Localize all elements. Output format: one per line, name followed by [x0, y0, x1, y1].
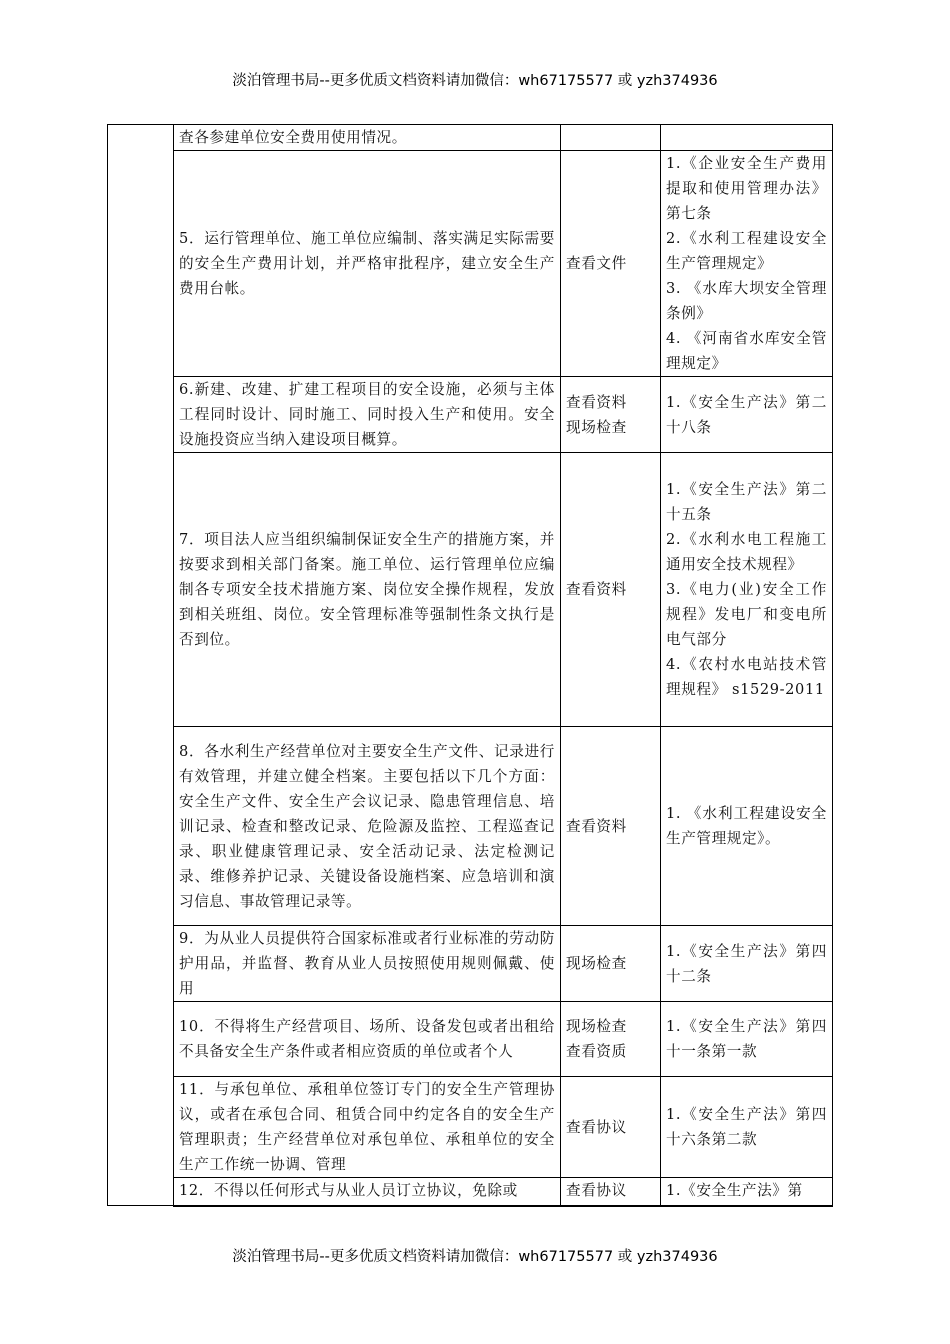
method-text: 现场检查	[566, 418, 627, 436]
category-cell	[108, 125, 174, 1206]
basis-text: 1.《安全生产法》第四十六条第二款	[666, 1106, 827, 1148]
content-cell: 5．运行管理单位、施工单位应编制、落实满足实际需要的安全生产费用计划，并严格审批程序，建立安全生产费用台帐。	[174, 151, 561, 377]
method-cell	[561, 453, 661, 727]
basis-text: 4.《农村水电站技术管理规程》 s1529-2011	[666, 656, 827, 698]
basis-cell	[661, 377, 833, 453]
table-row	[108, 125, 833, 151]
basis-text: 1.《安全生产法》第四十一条第一款	[666, 1018, 827, 1060]
basis-text: 2.《水利水电工程施工通用安全技术规程》	[666, 531, 827, 573]
table-row	[108, 727, 833, 926]
basis-text: 1.《安全生产法》第	[666, 1182, 803, 1199]
content-cell: 查各参建单位安全费用使用情况。	[174, 125, 561, 151]
content-cell: 6.新建、改建、扩建工程项目的安全设施，必须与主体工程同时设计、同时施工、同时投入生产和使用。安全设施投资应当纳入建设项目概算。	[174, 377, 561, 453]
method-text: 查看文件	[566, 255, 627, 272]
method-cell	[561, 377, 661, 453]
basis-text: 1.《安全生产法》第四十二条	[666, 942, 827, 985]
method-text: 查看资质	[566, 1043, 627, 1060]
basis-cell	[661, 1077, 833, 1178]
basis-text: 1.《企业安全生产费用提取和使用管理办法》第七条	[666, 155, 827, 222]
page-footer: 淡泊管理书局--更多优质文档资料请加微信：wh67175577 或 yzh374936	[232, 1249, 718, 1265]
method-cell	[561, 1077, 661, 1178]
inspection-table	[107, 124, 833, 1207]
basis-cell	[661, 1002, 833, 1077]
table-row	[108, 1178, 833, 1206]
method-cell	[561, 1002, 661, 1077]
table-row	[108, 926, 833, 1002]
method-cell	[561, 727, 661, 926]
basis-text: 2.《水利工程建设安全生产管理规定》	[666, 230, 827, 272]
method-cell	[561, 1178, 661, 1206]
content-cell: 11．与承包单位、承租单位签订专门的安全生产管理协议，或者在承包合同、租赁合同中约定各自的安全生产管理职责；生产经营单位对承包单位、承租单位的安全生产工作统一协调、管理	[174, 1077, 561, 1178]
method-text: 查看协议	[566, 1118, 627, 1136]
basis-cell	[661, 727, 833, 926]
basis-cell	[661, 926, 833, 1002]
content-cell: 9．为从业人员提供符合国家标准或者行业标准的劳动防护用品，并监督、教育从业人员按照使用规则佩戴、使用	[174, 926, 561, 1002]
content-cell: 8．各水利生产经营单位对主要安全生产文件、记录进行有效管理，并建立健全档案。主要包括以下几个方面：安全生产文件、安全生产会议记录、隐患管理信息、培训记录、检查和整改记录、危险源及监控、工程巡查记录、职业健康管理记录、安全活动记录、法定检测记录、维修养护记录、关键设备设施档案、应急培训和演习信息、事故管理记录等。	[174, 727, 561, 926]
basis-cell	[661, 453, 833, 727]
basis-cell	[661, 151, 833, 377]
method-text: 查看协议	[566, 1182, 627, 1199]
table-row	[108, 1077, 833, 1178]
content-cell: 7．项目法人应当组织编制保证安全生产的措施方案，并按要求到相关部门备案。施工单位、运行管理单位应编制各专项安全技术措施方案、岗位安全操作规程，发放到相关班组、岗位。安全管理标准等强制性条文执行是否到位。	[174, 453, 561, 727]
method-text: 查看资料	[566, 393, 627, 411]
table-row	[108, 453, 833, 727]
basis-text: 3. 《水库大坝安全管理条例》	[666, 280, 827, 322]
page-header: 淡泊管理书局--更多优质文档资料请加微信：wh67175577 或 yzh374936	[232, 73, 718, 89]
method-text: 现场检查	[566, 955, 627, 972]
basis-cell	[661, 1178, 833, 1206]
table-row	[108, 151, 833, 377]
method-cell	[561, 926, 661, 1002]
basis-text: 1. 《水利工程建设安全生产管理规定》。	[666, 805, 827, 847]
basis-text: 1.《安全生产法》第二十八条	[666, 393, 827, 436]
basis-text: 4. 《河南省水库安全管理规定》	[666, 330, 827, 372]
table-row	[108, 1002, 833, 1077]
content-cell: 10．不得将生产经营项目、场所、设备发包或者出租给不具备安全生产条件或者相应资质的单位或者个人	[174, 1002, 561, 1077]
basis-text: 3.《电力(业)安全工作规程》发电厂和变电所电气部分	[666, 581, 827, 648]
method-text: 现场检查	[566, 1018, 627, 1035]
basis-cell	[661, 125, 833, 151]
content-cell: 12．不得以任何形式与从业人员订立协议，免除或	[174, 1178, 561, 1206]
method-text: 查看资料	[566, 817, 627, 835]
basis-text: 1.《安全生产法》第二十五条	[666, 481, 827, 523]
method-text: 查看资料	[566, 581, 627, 598]
method-cell	[561, 151, 661, 377]
table-row	[108, 377, 833, 453]
method-cell	[561, 125, 661, 151]
